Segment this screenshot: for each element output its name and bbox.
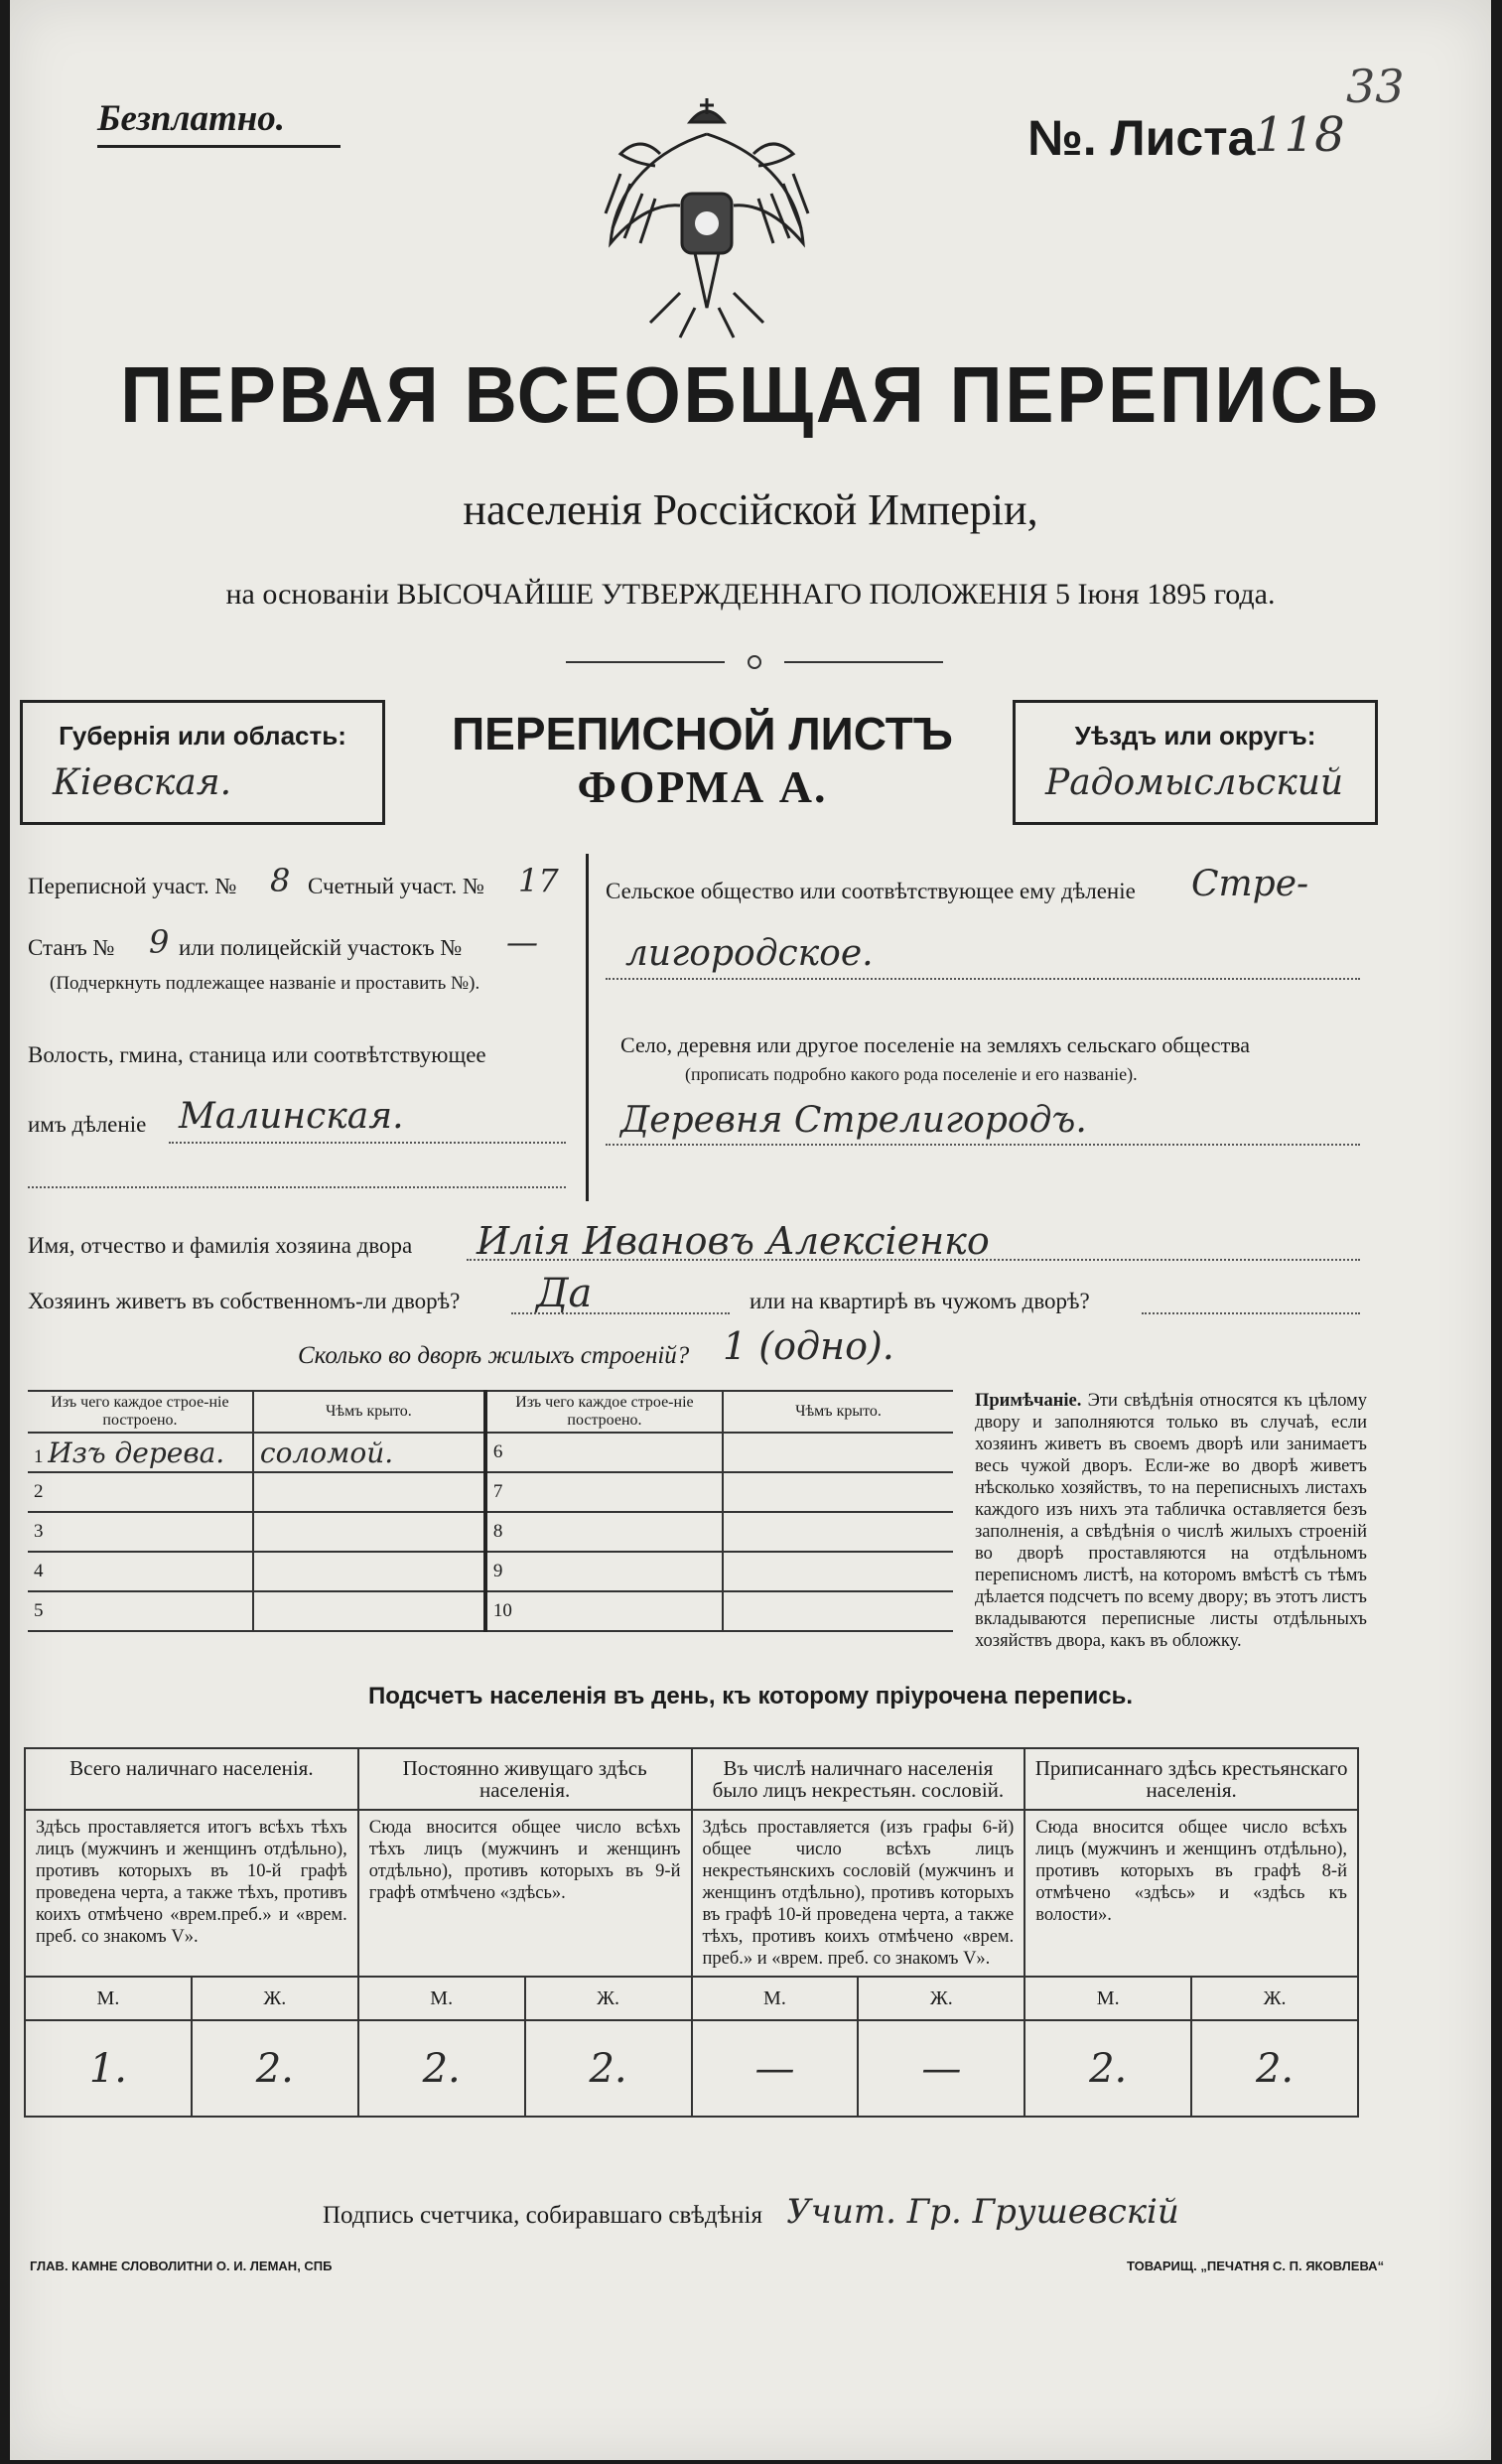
bt-roof-value bbox=[253, 1591, 485, 1631]
pop-zh-label: Ж. bbox=[525, 1977, 692, 2020]
bt-roof-right bbox=[723, 1433, 953, 1472]
bt-roof-value bbox=[253, 1472, 485, 1512]
pop-value: 2. bbox=[192, 2020, 358, 2117]
selo-label: Село, деревня или другое поселеніе на земляхъ сельскаго общества bbox=[620, 1032, 1251, 1057]
note-title: Примѣчаніе. bbox=[975, 1391, 1082, 1411]
own-yard-dotline bbox=[511, 1312, 730, 1314]
pop-value: — bbox=[692, 2020, 859, 2117]
obshestvo-dotline bbox=[606, 978, 1360, 980]
pop-m-label: М. bbox=[358, 1977, 525, 2020]
census-title: ПЕРВАЯ ВСЕОБЩАЯ ПЕРЕПИСЬ bbox=[120, 350, 1381, 439]
form-title: ПЕРЕПИСНОЙ ЛИСТЪ bbox=[452, 708, 953, 759]
pop-m-label: М. bbox=[1024, 1977, 1191, 2020]
pop-zh-label: Ж. bbox=[1191, 1977, 1358, 2020]
pop-col2-desc: Сюда вносится общее число всѣхъ тѣхъ лицъ (мужчинъ и женщинъ отдѣльно), противъ которыхъ въ 9-й графѣ отмѣчено «здѣсь». bbox=[358, 1810, 692, 1977]
note-text: Эти свѣдѣнія относятся къ цѣлому двору и заполняются только въ случаѣ, если хозяинъ живетъ въ своемъ дворѣ или занимаетъ весь чужой дворъ. Если-же во дворѣ живетъ нѣсколько хозяйствъ, то на переписныхъ листахъ каждого изъ нихъ эта табличка оставляется безъ заполненія, а свѣдѣнія о числѣ жилыхъ строеній во дворѣ проставляются на отдѣльномъ переписномъ листѣ, на которомъ вмѣстѣ съ тѣмъ дѣлается подсчетъ по всему двору; въ этотъ листъ вкладываются переписные листы отдѣльныхъ хозяйствъ двора, какъ въ обложку. bbox=[975, 1391, 1367, 1651]
selo-dotline bbox=[606, 1144, 1360, 1146]
printer-left: ГЛАВ. КАМНЕ СЛОВОЛИТНИ О. И. ЛЕМАН, СПБ bbox=[30, 2259, 333, 2273]
rent-dotline bbox=[1142, 1312, 1360, 1314]
bt-row-number-right: 10 bbox=[485, 1591, 723, 1631]
census-subtitle: населенія Россійской Имперіи, bbox=[463, 485, 1038, 534]
bt-head-roof-right: Чѣмъ крыто. bbox=[723, 1391, 953, 1433]
pop-m-label: М. bbox=[25, 1977, 192, 2020]
free-underline bbox=[97, 145, 341, 148]
bt-roof-right bbox=[723, 1472, 953, 1512]
schet-uch-value: 17 bbox=[518, 862, 559, 899]
pop-value: — bbox=[858, 2020, 1024, 2117]
population-table bbox=[24, 1747, 1359, 2118]
ornament-divider bbox=[566, 655, 943, 669]
pop-value: 2. bbox=[358, 2020, 525, 2117]
own-yard-label: Хозяинъ живетъ въ собственномъ-ли дворѣ? bbox=[28, 1289, 461, 1313]
pop-value: 2. bbox=[525, 2020, 692, 2117]
rent-label: или на квартирѣ въ чужомъ дворѣ? bbox=[750, 1289, 1090, 1313]
note-block bbox=[975, 1390, 1367, 1652]
legal-basis: на основаніи ВЫСОЧАЙШЕ УТВЕРЖДЕННАГО ПОЛОЖЕНІЯ 5 Іюня 1895 года. bbox=[225, 578, 1276, 611]
owner-label: Имя, отчество и фамилія хозяина двора bbox=[28, 1233, 413, 1258]
perepis-uch-label: Переписной участ. № bbox=[28, 874, 237, 898]
gubernia-label: Губернія или область: bbox=[59, 721, 346, 751]
pop-col4-head: Приписаннаго здѣсь крестьянскаго населенія. bbox=[1024, 1748, 1358, 1810]
sheet-number-value: 118 bbox=[1254, 107, 1345, 163]
buildings-label: Сколько во дворѣ жилыхъ строеній? bbox=[298, 1342, 690, 1369]
owner-value: Илія Ивановъ Алексіенко bbox=[477, 1219, 990, 1263]
bt-row-number-right: 7 bbox=[485, 1472, 723, 1512]
bt-row-number: 3 bbox=[28, 1512, 253, 1552]
pop-value: 2. bbox=[1024, 2020, 1191, 2117]
free-of-charge-label: Безплатно. bbox=[97, 98, 286, 139]
obshestvo-value-2: лигородское. bbox=[625, 933, 874, 974]
bt-roof-value bbox=[253, 1552, 485, 1591]
table-row bbox=[28, 1433, 953, 1472]
obshestvo-value-1: Стре- bbox=[1191, 864, 1309, 904]
bt-roof-right bbox=[723, 1591, 953, 1631]
signature-value: Учит. Гр. Грушевскій bbox=[786, 2192, 1179, 2232]
pop-col3-desc: Здѣсь проставляется (изъ графы 6-й) общее число всѣхъ лицъ некрестьянскихъ сословій (мужчинъ и женщинъ отдѣльно), противъ которыхъ въ графѣ 10-й проведена черта, а также тѣхъ, противъ коихъ отмѣчено «врем. преб.» и «врем. преб. со знакомъ V». bbox=[692, 1810, 1025, 1977]
bt-row-number-right: 9 bbox=[485, 1552, 723, 1591]
bt-roof-value bbox=[253, 1512, 485, 1552]
selo-value: Деревня Стрелигородъ. bbox=[620, 1100, 1087, 1141]
obshestvo-label: Сельское общество или соотвѣтствующее ему дѣленіе bbox=[606, 879, 1136, 903]
pop-col1-head: Всего наличнаго населенія. bbox=[25, 1748, 358, 1810]
stan-label: Станъ № bbox=[28, 935, 115, 960]
bt-roof-value: соломой. bbox=[253, 1433, 485, 1472]
uezd-label: Уѣздъ или округъ: bbox=[1074, 721, 1316, 751]
gubernia-value: Кіевская. bbox=[53, 762, 232, 803]
pop-col3-head: Въ числѣ наличнаго населенія было лицъ некрестьян. сословій. bbox=[692, 1748, 1025, 1810]
schet-uch-label: Счетный участ. № bbox=[308, 874, 484, 898]
pop-col1-desc: Здѣсь проставляется итогъ всѣхъ тѣхъ лицъ (мужчинъ и женщинъ отдѣльно), противъ которыхъ въ 10-й графѣ проведена черта, а также тѣхъ, противъ коихъ отмѣчено «врем.преб.» и «врем. преб. со знакомъ V». bbox=[25, 1810, 358, 1977]
bt-row-number: 1 bbox=[34, 1445, 44, 1467]
volost-label: Волость, гмина, станица или соотвѣтствующее bbox=[28, 1042, 486, 1067]
table-row bbox=[28, 1591, 953, 1631]
volost-value: Малинская. bbox=[179, 1096, 404, 1137]
volost-label-2: имъ дѣленіе bbox=[28, 1112, 147, 1137]
volost-dotline-2 bbox=[28, 1186, 566, 1188]
printer-right: ТОВАРИЩ. „ПЕЧАТНЯ С. П. ЯКОВЛЕВА“ bbox=[1127, 2259, 1385, 2273]
volost-dotline bbox=[169, 1142, 566, 1144]
police-label: или полицейскій участокъ № bbox=[179, 935, 463, 960]
population-title: Подсчетъ населенія въ день, къ которому пріурочена перепись. bbox=[368, 1683, 1133, 1710]
sheet-number-label: №. Листа bbox=[1027, 110, 1256, 166]
table-row bbox=[28, 1472, 953, 1512]
buildings-value: 1 (одно). bbox=[723, 1324, 894, 1368]
bt-head-roof-left: Чѣмъ крыто. bbox=[253, 1391, 485, 1433]
table-row bbox=[28, 1512, 953, 1552]
page-corner-number: 33 bbox=[1346, 60, 1405, 113]
selo-note: (прописать подробно какого рода поселеніе и его названіе). bbox=[685, 1064, 1138, 1084]
form-type: ФОРМА А. bbox=[577, 761, 828, 812]
bt-row-number-right: 8 bbox=[485, 1512, 723, 1552]
bt-head-material-right: Изъ чего каждое строе-ніе построено. bbox=[485, 1391, 723, 1433]
pop-col4-desc: Сюда вносится общее число всѣхъ лицъ (мужчинъ и женщинъ отдѣльно), противъ которыхъ въ графѣ 8-й отмѣчено «здѣсь» и «здѣсь къ волости». bbox=[1024, 1810, 1358, 1977]
owner-dotline bbox=[467, 1259, 1360, 1261]
bt-row-number: 2 bbox=[28, 1472, 253, 1512]
police-value: — bbox=[506, 923, 538, 961]
census-sheet bbox=[10, 0, 1491, 2460]
bt-row-number-right: 6 bbox=[485, 1433, 723, 1472]
imperial-eagle-emblem bbox=[601, 94, 814, 342]
perepis-uch-value: 8 bbox=[270, 862, 291, 899]
stan-value: 9 bbox=[149, 923, 170, 961]
signature-label: Подпись счетчика, собиравшаго свѣдѣнія bbox=[323, 2202, 762, 2229]
bt-roof-right bbox=[723, 1552, 953, 1591]
pop-value: 2. bbox=[1191, 2020, 1358, 2117]
fields-divider bbox=[586, 854, 589, 1201]
pop-zh-label: Ж. bbox=[858, 1977, 1024, 2020]
bt-head-material-left: Изъ чего каждое строе-ніе построено. bbox=[28, 1391, 253, 1433]
bt-row-number: 5 bbox=[28, 1591, 253, 1631]
underline-note: (Подчеркнуть подлежащее названіе и проставить №). bbox=[50, 973, 480, 994]
own-yard-value: Да bbox=[536, 1271, 593, 1316]
pop-col2-head: Постоянно живущаго здѣсь населенія. bbox=[358, 1748, 692, 1810]
pop-zh-label: Ж. bbox=[192, 1977, 358, 2020]
bt-row-number: 4 bbox=[28, 1552, 253, 1591]
uezd-box bbox=[1013, 700, 1378, 825]
bt-material-value: Изъ дерева. bbox=[48, 1436, 225, 1469]
pop-value: 1. bbox=[25, 2020, 192, 2117]
bt-roof-right bbox=[723, 1512, 953, 1552]
uezd-value: Радомысльский bbox=[1045, 762, 1344, 803]
gubernia-box bbox=[20, 700, 385, 825]
signature-line bbox=[323, 2192, 1179, 2232]
buildings-table bbox=[28, 1390, 953, 1632]
pop-m-label: М. bbox=[692, 1977, 859, 2020]
table-row bbox=[28, 1552, 953, 1591]
